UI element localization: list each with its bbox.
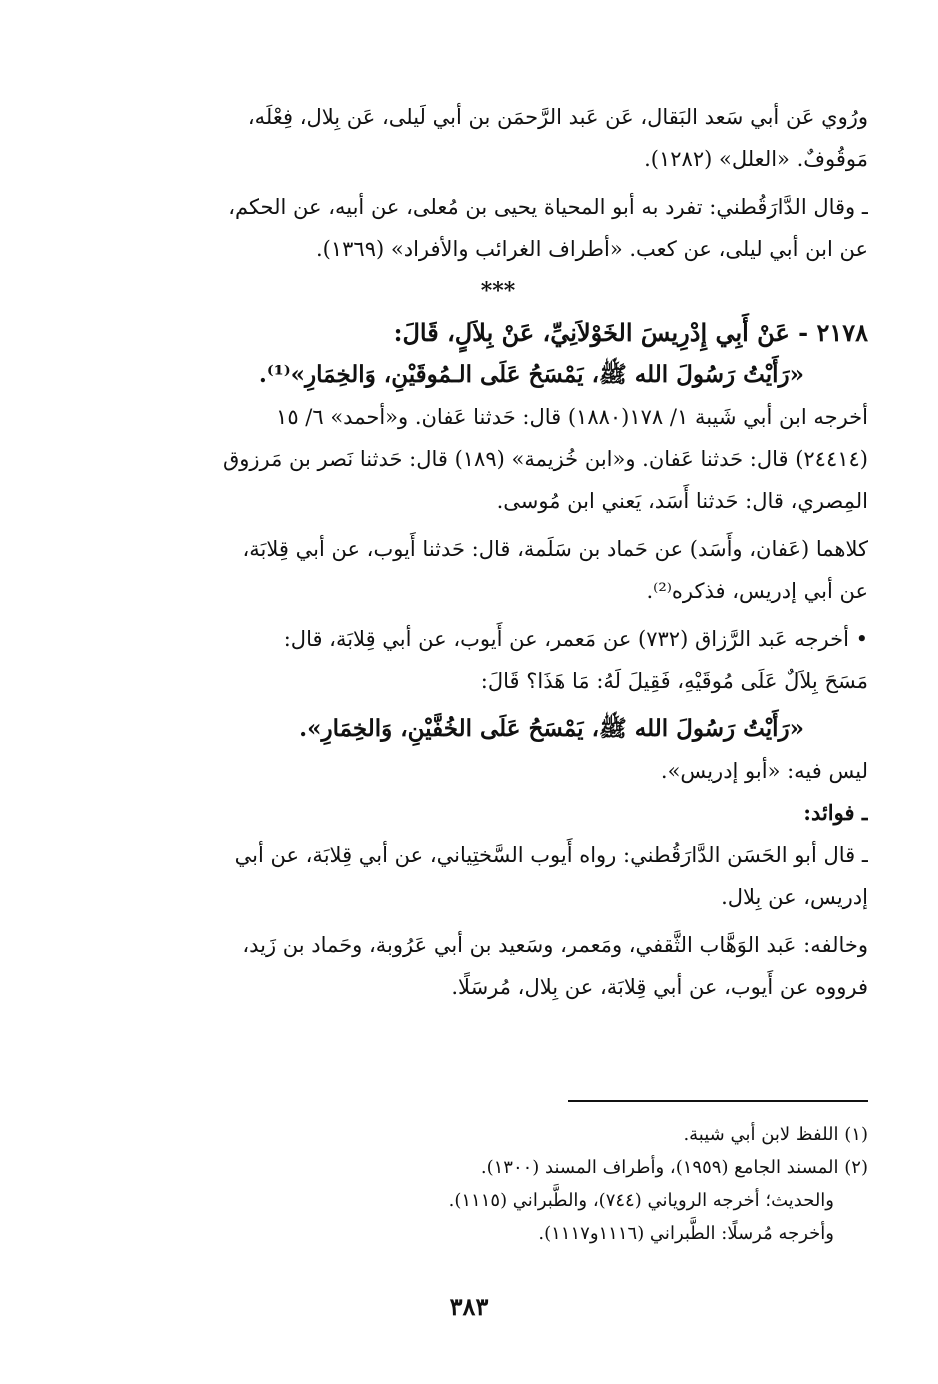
section-separator: *** [480, 278, 516, 304]
text-line: عن ابن أبي ليلى، عن كعب. «أطراف الغرائب والأفراد» (١٣٦٩). [316, 237, 868, 261]
footnote-2-cont: والحديث؛ أخرجه الروياني (٧٤٤)، والطَّبراني (١١١٥). [448, 1190, 834, 1211]
text-line: ورُوي عَن أبي سَعد البَقال، عَن عَبد الرَّحمَن بن أبي لَيلى، عَن بِلال، فِعْلَه، [247, 105, 868, 129]
text-line: عن أبي إدريس، فذكره⁽²⁾. [646, 579, 868, 603]
paragraph-daraqutni-1 [128, 186, 868, 270]
hadith-quote-2: «رَأَيْتُ رَسُولَ الله ﷺ، يَمْسَحُ عَلَى الخُفَّيْنِ، وَالخِمَارِ». [299, 715, 804, 742]
text-line: • أخرجه عَبد الرَّزاق (٧٣٢) عن مَعمر، عن أَيوب، عن أبي قِلابَة، قال: [283, 627, 868, 651]
page-body [128, 96, 868, 1014]
text-line: ـ وقال الدَّارَقُطني: تفرد به أبو المحياة يحيى بن مُعلى، عن أبيه، عن الحكم، [228, 195, 868, 219]
hadith-quote: «رَأَيْتُ رَسُولَ الله ﷺ، يَمْسَحُ عَلَى الـمُوقَيْنِ، وَالخِمَارِ»⁽¹⁾. [258, 361, 804, 388]
text-line: إدريس، عن بِلال. [721, 885, 868, 909]
text-line: فرووه عن أَيوب، عن أبي قِلابَة، عن بِلال، مُرسَلًا. [451, 975, 868, 999]
page-number: ٣٨٣ [449, 1292, 489, 1321]
text-line: وخالفه: عَبد الوَهَّاب الثَّقفي، ومَعمر، وسَعيد بن أبي عَرُوبة، وحَماد بن زَيد، [242, 933, 868, 957]
text-line: المِصري، قال: حَدثنا أَسَد، يَعني ابن مُوسى. [496, 489, 868, 513]
text-line: (٢٤٤١٤) قال: حَدثنا عَفان. و«ابن خُزيمة» (١٨٩) قال: حَدثنا نَصر بن مَرزوق [222, 447, 868, 471]
text-line: كلاهما (عَفان، وأَسَد) عن حَماد بن سَلَمة، قال: حَدثنا أَيوب، عن أبي قِلابَة، [242, 537, 868, 561]
paragraph-takhrij [128, 396, 868, 522]
footnote-1: (١) اللفظ لابن أبي شيبة. [683, 1124, 868, 1145]
note-line: ليس فيه: «أبو إدريس». [660, 759, 868, 783]
text-line: ـ قال أبو الحَسَن الدَّارَقُطني: رواه أَيوب السَّختِياني، عن أبي قِلابَة، عن أبي [234, 843, 868, 867]
footnote-2: (٢) المسند الجامع (١٩٥٩)، وأطراف المسند (١٣٠٠). [480, 1157, 868, 1178]
hadith-heading: ٢١٧٨ - عَنْ أَبِي إِدْرِيسَ الخَوْلاَنِيِّ، عَنْ بِلاَلٍ، قَالَ: [393, 318, 868, 347]
paragraph-abdurrazzaq [128, 618, 868, 702]
footnote-divider [568, 1100, 868, 1102]
fawaid-heading: ـ فوائد: [803, 800, 868, 825]
footnote-2-cont: وأخرجه مُرسلًا: الطَّبراني (١١١٦و١١١٧). [538, 1223, 834, 1244]
text-line: مَسَحَ بِلاَلٌ عَلَى مُوقَيْهِ، فَقِيلَ لَهُ: مَا هَذَا؟ قَالَ: [480, 669, 868, 693]
paragraph-fawaid-2 [128, 924, 868, 1008]
paragraph-kilahuma [128, 528, 868, 612]
paragraph-fawaid-1 [128, 834, 868, 918]
paragraph-ilal [128, 96, 868, 180]
text-line: أخرجه ابن أبي شَيبة ١/ ١٧٨(١٨٨٠) قال: حَدثنا عَفان. و«أحمد» ٦/ ١٥ [276, 405, 868, 429]
text-line: مَوقُوفٌ. «العلل» (١٢٨٢). [644, 147, 868, 171]
footnotes [128, 1118, 868, 1250]
